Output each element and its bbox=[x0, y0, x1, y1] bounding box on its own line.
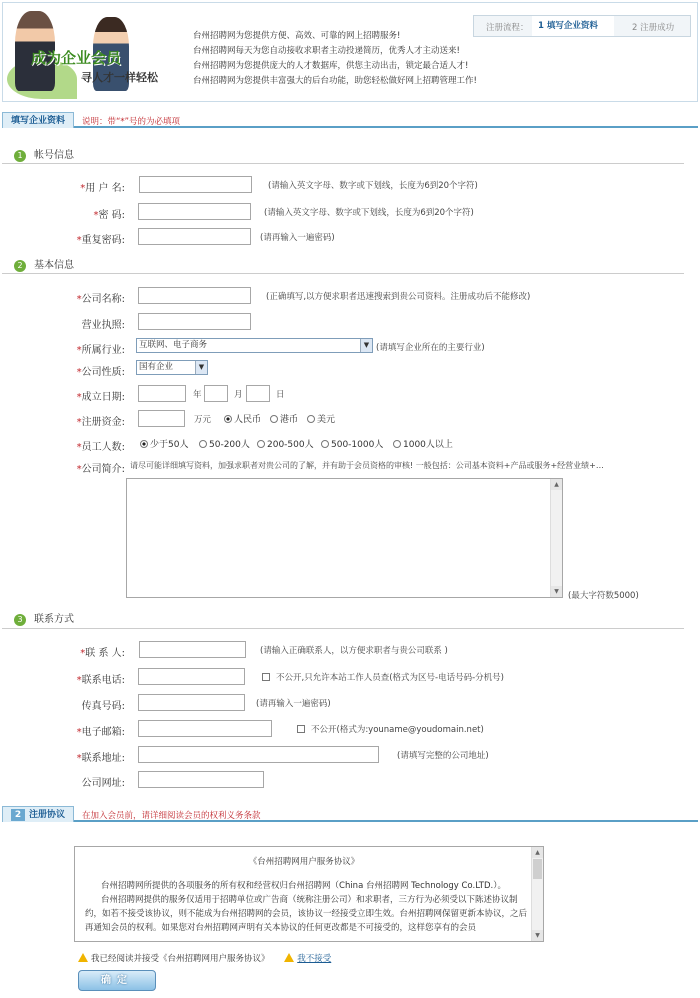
group-basic: 2 基本信息 bbox=[14, 256, 74, 272]
step-next: 2 注册成功 bbox=[632, 23, 675, 33]
website-input[interactable] bbox=[138, 771, 264, 788]
required-note: 说明：带“*”号的为必填项 bbox=[82, 117, 181, 127]
company-name-label: *公司名称: bbox=[76, 294, 125, 305]
banner-subtitle: 寻人才一样轻松 bbox=[81, 71, 158, 84]
repeat-password-hint: (请再输入一遍密码) bbox=[260, 233, 335, 243]
step-active: 1 填写企业资料 bbox=[532, 16, 614, 36]
agreement-paragraph: 台州招聘网所提供的各项服务的所有权和经营权归台州招聘网（China 台州招聘网 Technology Co.LTD.）。 bbox=[101, 881, 506, 891]
step-two-icon: 2 bbox=[14, 260, 26, 272]
intro-label: *公司简介: bbox=[76, 464, 125, 475]
website-label: 公司网址: bbox=[81, 778, 125, 789]
email-label: *电子邮箱: bbox=[76, 727, 125, 738]
currency-usd-radio[interactable]: 美元 bbox=[307, 412, 335, 425]
row-staff bbox=[0, 435, 700, 453]
section-company-info bbox=[2, 112, 698, 128]
registration-steps bbox=[473, 15, 691, 37]
scroll-up-icon[interactable]: ▲ bbox=[532, 847, 543, 858]
repeat-password-label: *重复密码: bbox=[76, 235, 125, 246]
accept-link[interactable]: 我已经阅读并接受《台州招聘网用户服务协议》 bbox=[78, 954, 270, 964]
row-address bbox=[0, 746, 700, 764]
warning-icon bbox=[78, 953, 88, 962]
banner-title: 成为企业会员 bbox=[31, 49, 122, 67]
password-input[interactable] bbox=[138, 203, 251, 220]
chevron-down-icon: ▼ bbox=[195, 361, 207, 374]
divider bbox=[2, 628, 684, 629]
row-capital bbox=[0, 410, 700, 428]
banner-benefits bbox=[193, 29, 477, 89]
row-intro bbox=[0, 457, 700, 475]
row-website bbox=[0, 771, 700, 789]
chevron-down-icon: ▼ bbox=[360, 339, 372, 352]
intro-max-hint: (最大字符数5000) bbox=[568, 591, 639, 601]
row-nature bbox=[0, 360, 700, 378]
benefit-line: 台州招聘网每天为您自动接收求职者主动投递简历，优秀人才主动送来! bbox=[193, 46, 460, 56]
agreement-paragraph: 台州招聘网提供的服务仅适用于招聘单位或广告商（统称注册公司）和求职者，三方行为必须受以下陈述协议制约，如若不接受该协议，则不能成为台州招聘网的会员，该协议一经接受立即生效。台州招聘网保留更新本协议，之后再通知会员的权利。如果您对台州招聘网声明有关本协议的任何更改都是不可接受的，这样您享有的会员 bbox=[85, 895, 528, 933]
capital-unit: 万元 bbox=[194, 415, 212, 425]
scroll-down-icon[interactable]: ▼ bbox=[532, 930, 543, 941]
currency-hkd-radio[interactable]: 港币 bbox=[270, 412, 298, 425]
staff-option-radio[interactable]: 200-500人 bbox=[257, 437, 314, 450]
contact-person-label: *联 系 人: bbox=[80, 648, 125, 659]
phone-input[interactable] bbox=[138, 668, 245, 685]
email-private-checkbox[interactable]: 不公开(格式为:youname@youdomain.net) bbox=[297, 723, 484, 735]
row-license bbox=[0, 313, 700, 331]
address-input[interactable] bbox=[138, 746, 379, 763]
phone-private-checkbox[interactable]: 不公开,只允许本站工作人员查(格式为区号-电话号码-分机号) bbox=[262, 671, 504, 683]
company-name-hint: (正确填写,以方便求职者迅速搜索到贵公司资料。注册成功后不能修改) bbox=[266, 292, 531, 302]
agreement-textbox[interactable] bbox=[74, 846, 544, 942]
decline-link[interactable]: 我不接受 bbox=[284, 954, 331, 964]
benefit-line: 台州招聘网为您提供方便、高效、可靠的网上招聘服务! bbox=[193, 31, 401, 41]
staff-option-radio[interactable]: 1000人以上 bbox=[393, 437, 453, 450]
row-company-name bbox=[0, 287, 700, 305]
email-input[interactable] bbox=[138, 720, 272, 737]
header-banner bbox=[2, 2, 698, 102]
tab-company-info: 填写企业资料 bbox=[2, 112, 74, 128]
step-three-icon: 3 bbox=[14, 614, 26, 626]
row-founded bbox=[0, 385, 700, 403]
steps-label: 注册流程： bbox=[486, 23, 529, 33]
repeat-password-input[interactable] bbox=[138, 228, 251, 245]
founded-day-input[interactable] bbox=[246, 385, 270, 402]
benefit-line: 台州招聘网为您提供丰富强大的后台功能，助您轻松做好网上招聘管理工作! bbox=[193, 76, 477, 86]
submit-button[interactable]: 确定 bbox=[78, 970, 156, 991]
username-label: *用 户 名: bbox=[80, 183, 125, 194]
fax-label: 传真号码: bbox=[81, 701, 125, 712]
founded-label: *成立日期: bbox=[76, 392, 125, 403]
industry-label: *所属行业: bbox=[76, 345, 125, 356]
accept-row bbox=[78, 952, 331, 964]
password-hint: (请输入英文字母、数字或下划线，长度为6到20个字符) bbox=[264, 208, 474, 218]
scroll-down-icon[interactable]: ▼ bbox=[551, 586, 562, 597]
benefit-line: 台州招聘网为您提供庞大的人才数据库，供您主动出击，锁定最合适人才! bbox=[193, 61, 469, 71]
step-one-icon: 1 bbox=[14, 150, 26, 162]
row-repeat-password bbox=[0, 228, 700, 246]
currency-rmb-radio[interactable]: 人民币 bbox=[224, 412, 261, 425]
row-industry bbox=[0, 338, 700, 356]
nature-label: *公司性质: bbox=[76, 367, 125, 378]
group-account: 1 帐号信息 bbox=[14, 146, 74, 162]
password-label: *密 码: bbox=[93, 210, 125, 221]
row-email bbox=[0, 720, 700, 738]
address-hint: (请填写完整的公司地址) bbox=[397, 751, 489, 761]
founded-month-input[interactable] bbox=[204, 385, 228, 402]
row-fax bbox=[0, 694, 700, 712]
username-input[interactable] bbox=[139, 176, 252, 193]
fax-input[interactable] bbox=[138, 694, 245, 711]
group-contact: 3 联系方式 bbox=[14, 610, 74, 626]
scroll-thumb[interactable] bbox=[533, 859, 542, 879]
staff-option-radio[interactable]: 500-1000人 bbox=[321, 437, 383, 450]
agreement-body bbox=[85, 879, 531, 935]
contact-person-input[interactable] bbox=[139, 641, 246, 658]
agreement-note: 在加入会员前，请详细阅读会员的权利义务条款 bbox=[82, 811, 261, 821]
phone-label: *联系电话: bbox=[76, 675, 125, 686]
nature-select[interactable]: 国有企业 ▼ bbox=[136, 360, 208, 375]
contact-person-hint: (请输入正确联系人，以方便求职者与贵公司联系 ) bbox=[260, 646, 448, 656]
scroll-up-icon[interactable]: ▲ bbox=[551, 479, 562, 490]
industry-select[interactable]: 互联网、电子商务 ▼ bbox=[136, 338, 373, 353]
scrollbar[interactable] bbox=[550, 479, 562, 597]
row-phone bbox=[0, 668, 700, 686]
username-hint: (请输入英文字母、数字或下划线，长度为6到20个字符) bbox=[268, 181, 478, 191]
year-label: 年 bbox=[193, 390, 202, 400]
day-label: 日 bbox=[276, 390, 285, 400]
row-username bbox=[0, 176, 700, 194]
license-input[interactable] bbox=[138, 313, 251, 330]
tab-agreement: 2 注册协议 bbox=[2, 806, 74, 822]
section-agreement bbox=[2, 806, 698, 822]
month-label: 月 bbox=[234, 390, 243, 400]
step-number-icon: 2 bbox=[11, 809, 25, 821]
industry-hint: (请填写企业所在的主要行业) bbox=[376, 343, 485, 353]
row-password bbox=[0, 203, 700, 221]
staff-label: *员工人数: bbox=[76, 442, 125, 453]
intro-hint: 请尽可能详细填写资料，加强求职者对贵公司的了解，并有助于会员资格的审核! 一般包括：公司基本资料+产品或服务+经营业绩+… bbox=[130, 461, 604, 470]
staff-option-radio[interactable]: 50-200人 bbox=[199, 437, 250, 450]
address-label: *联系地址: bbox=[76, 753, 125, 764]
divider bbox=[2, 273, 684, 274]
company-name-input[interactable] bbox=[138, 287, 251, 304]
staff-option-radio[interactable]: 少于50人 bbox=[140, 437, 188, 450]
capital-label: *注册资金: bbox=[76, 417, 125, 428]
warning-icon bbox=[284, 953, 294, 962]
intro-textarea[interactable] bbox=[126, 478, 563, 598]
agreement-title: 《台州招聘网用户服务协议》 bbox=[248, 857, 360, 867]
license-label: 营业执照: bbox=[81, 320, 125, 331]
capital-input[interactable] bbox=[138, 410, 185, 427]
divider bbox=[2, 163, 684, 164]
fax-hint: (请再输入一遍密码) bbox=[256, 699, 331, 709]
scrollbar[interactable] bbox=[531, 847, 543, 941]
row-contact-person bbox=[0, 641, 700, 659]
founded-year-input[interactable] bbox=[138, 385, 186, 402]
